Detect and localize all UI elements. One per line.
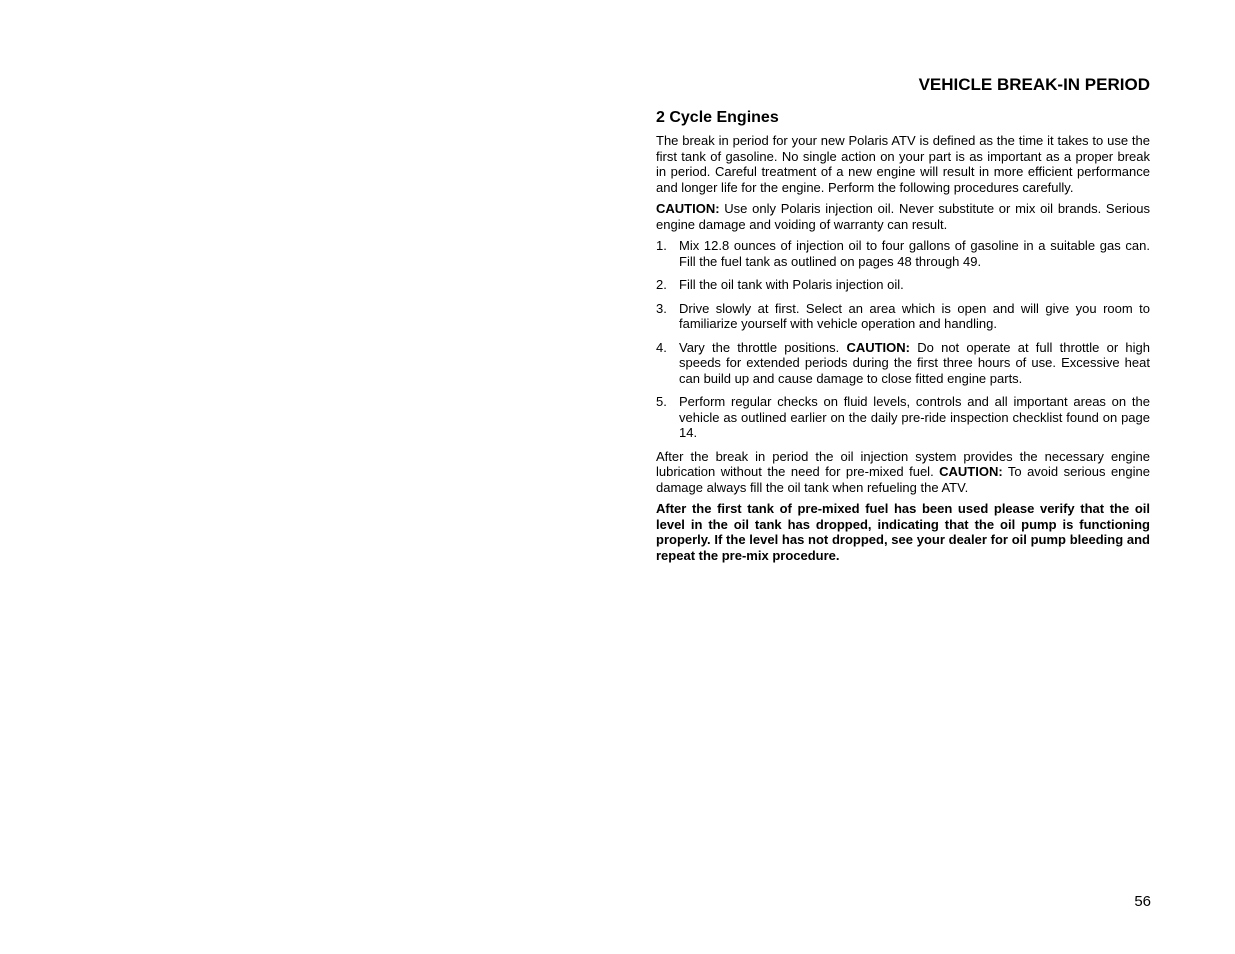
after-break-in-text-after: To avoid serious engine damage always fill the oil tank when refueling the ATV.	[656, 464, 1150, 495]
subheading: 2 Cycle Engines	[656, 109, 779, 126]
list-item	[656, 301, 1150, 332]
list-item	[656, 340, 1150, 387]
list-item	[656, 394, 1150, 441]
list-item-text: Mix 12.8 ounces of injection oil to four gallons of gasoline in a suitable gas can. Fill the fuel tank as outlined on pages 48 through 49.	[679, 238, 1150, 269]
caution-label: CAUTION:	[939, 464, 1003, 479]
procedure-list	[656, 238, 1150, 441]
list-item	[656, 277, 1150, 293]
list-item-number: 2.	[656, 277, 667, 292]
list-item-number: 1.	[656, 238, 667, 253]
list-item-text: Drive slowly at first. Select an area which is open and will give you room to familiarize yourself with vehicle operation and handling.	[679, 300, 1150, 331]
list-item-number: 3.	[656, 300, 667, 316]
caution-paragraph	[656, 201, 1150, 232]
caution-text: Use only Polaris injection oil. Never substitute or mix oil brands. Serious engine damage and voiding of warranty can result.	[656, 201, 1150, 232]
list-item-number: 4.	[656, 339, 667, 355]
list-item-text	[679, 340, 1150, 386]
list-item-text-after: Do not operate at full throttle or high speeds for extended periods during the first three hours of use. Excessive heat can build up and cause damage to close fitted engine parts.	[679, 339, 1151, 386]
caution-label: CAUTION:	[656, 201, 720, 216]
after-break-in-text-before: After the break in period the oil injection system provides the necessary engine lubrication without the need for pre-mixed fuel.	[656, 448, 1150, 479]
list-item-text: Perform regular checks on fluid levels, controls and all important areas on the vehicle as outlined earlier on the daily pre-ride inspection checklist found on page 14.	[679, 394, 1150, 440]
page-number: 56	[1134, 893, 1151, 910]
caution-label: CAUTION:	[846, 339, 910, 355]
oil-level-note: After the first tank of pre-mixed fuel has been used please verify that the oil level in the oil tank has dropped, indicating that the oil pump is functioning properly. If the level has not dropped, see your dealer for oil pump bleeding and repeat the pre-mix procedure.	[656, 501, 1150, 563]
text-column	[656, 74, 1150, 569]
list-item-text-before: Vary the throttle positions.	[679, 339, 847, 355]
after-break-in-paragraph	[656, 449, 1150, 496]
section-title: VEHICLE BREAK-IN PERIOD	[918, 75, 1150, 94]
list-item	[656, 238, 1150, 269]
intro-paragraph: The break in period for your new Polaris ATV is defined as the time it takes to use the first tank of gasoline. No single action on your part is as important as a proper break in period. Careful treatment of a new engine will result in more efficient performance and longer life for the engine. Perform the following procedures carefully.	[656, 133, 1150, 195]
list-item-text: Fill the oil tank with Polaris injection oil.	[679, 277, 904, 292]
list-item-number: 5.	[656, 394, 667, 409]
